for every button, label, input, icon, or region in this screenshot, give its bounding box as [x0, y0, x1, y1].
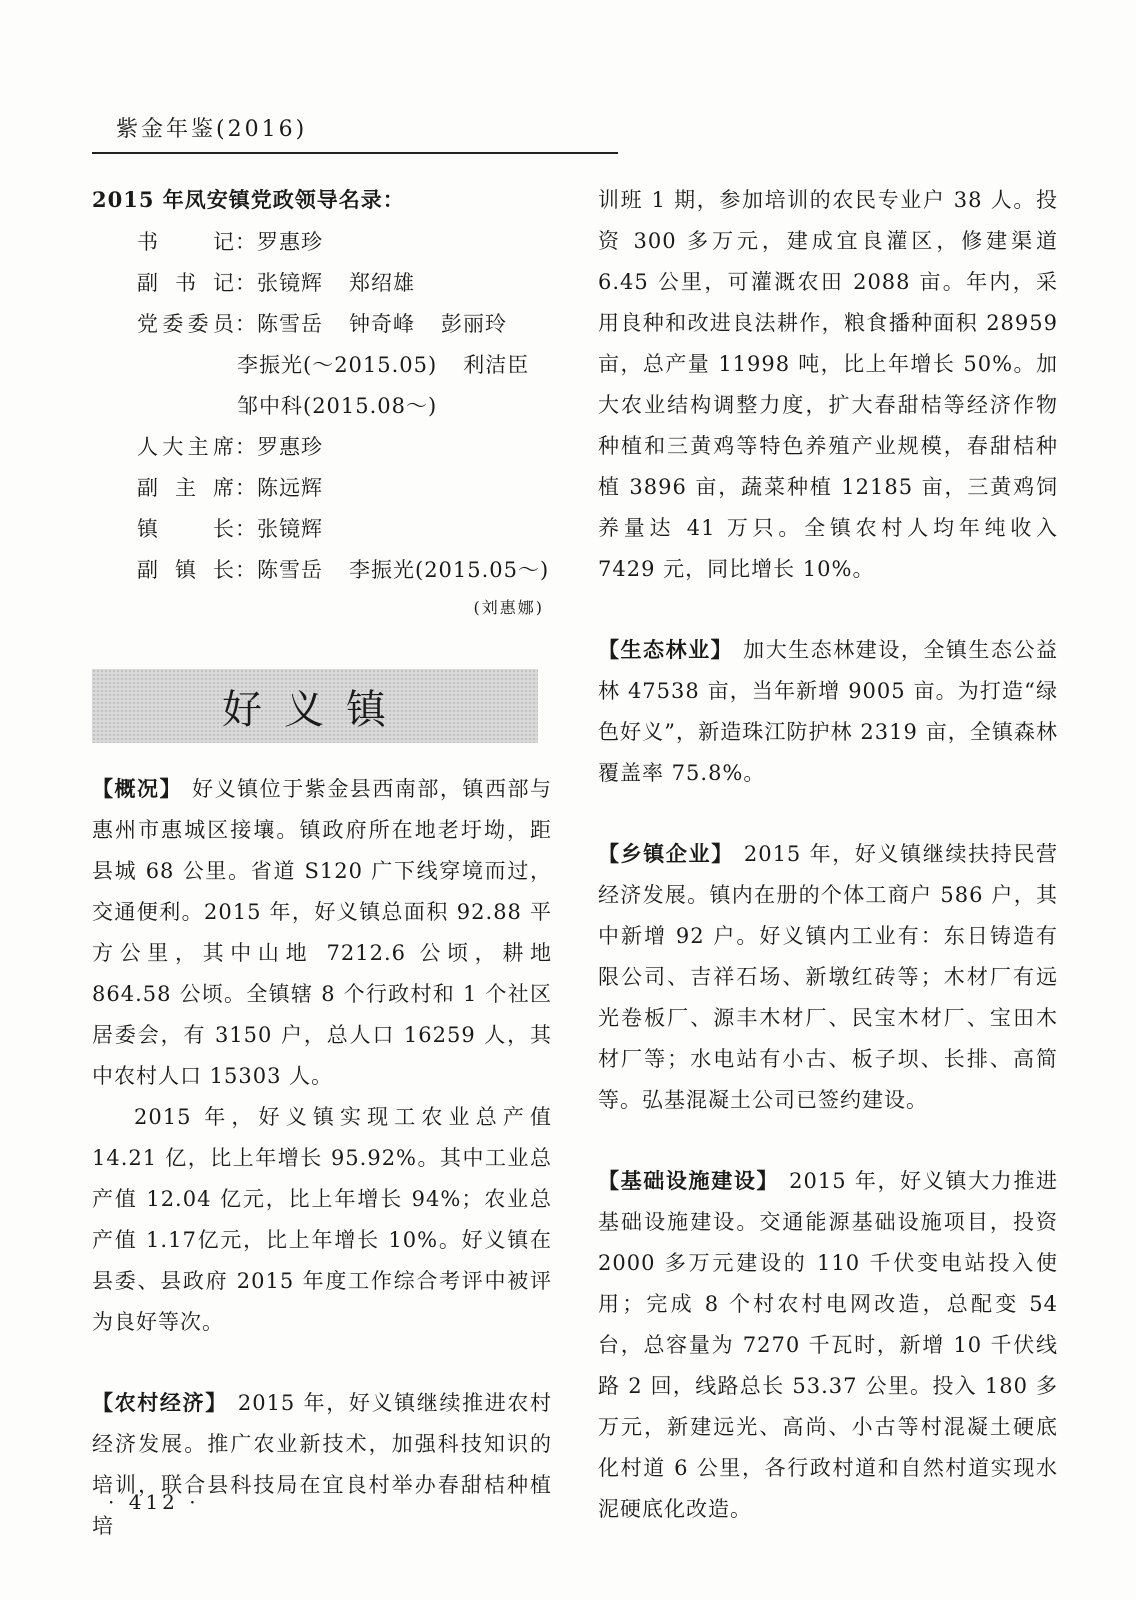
leader-role: 党委委员 — [137, 312, 235, 336]
leader-row: 副镇长 ： 陈雪岳 李振光(2015.05～) — [137, 550, 552, 591]
leader-row: 副书记 ： 张镜辉 郑绍雄 — [137, 263, 552, 304]
leader-row: 镇长 ： 张镜辉 — [137, 509, 552, 550]
header-rule — [92, 152, 618, 154]
rural-economy-text: 2015 年，好义镇继续推进农村经济发展。推广农业新技术，加强科技知识的培训，联合县科技局在宜良村举办春甜桔种植培 — [92, 1391, 552, 1538]
leader-name: 郑绍雄 — [349, 271, 415, 295]
infrastructure-text: 2015 年，好义镇大力推进基础设施建设。交通能源基础设施项目，投资 2000 多万元建设的 110 千伏变电站投入使用；完成 8 个村农村电网改造，总配变 54 台，总容量为 7270 千瓦时，新增 10 千伏线路 2 回，线路总长 53.37 公里。投入 180 多万元，新建远光、高尚、小古等村混凝土硬底化村道 6 公里，各行政村道和自然村道实现水泥硬底化改造。 — [598, 1169, 1059, 1521]
leader-name: 罗惠珍 — [257, 230, 323, 254]
banner-title: 好义镇 — [222, 686, 408, 733]
left-column — [92, 180, 552, 1547]
leader-name: 利洁臣 — [463, 353, 530, 377]
leader-row: 人大主席 ： 罗惠珍 — [137, 427, 552, 468]
leader-name: 彭丽玲 — [441, 312, 507, 336]
enterprise-paragraph — [598, 834, 1058, 1121]
section-label: 【生态林业】 — [598, 638, 734, 662]
section-banner — [92, 669, 538, 743]
leader-name: 张镜辉 — [257, 271, 323, 295]
leaders-list-title: 2015 年凤安镇党政领导名录： — [92, 187, 405, 212]
leader-name: 陈雪岳 — [257, 312, 323, 336]
leader-role: 镇长 — [137, 517, 235, 541]
leader-name: 李振光(2015.05～) — [349, 558, 550, 582]
leader-role: 书记 — [137, 230, 235, 254]
section-label: 【基础设施建设】 — [598, 1169, 780, 1193]
overview-paragraph — [92, 769, 552, 1097]
leader-name: 陈远辉 — [257, 476, 323, 500]
leader-name: 钟奇峰 — [349, 312, 415, 336]
enterprise-text: 2015 年，好义镇继续扶持民营经济发展。镇内在册的个体工商户 586 户，其中新增 92 户。好义镇内工业有：东日铸造有限公司、吉祥石场、新墩红砖等；木材厂有远光卷板厂、源丰木材厂、民宝木材厂、宝田木材厂等；水电站有小古、板子坝、长排、高简等。弘基混凝土公司已签约建设。 — [598, 842, 1058, 1112]
overview-text: 好义镇位于紫金县西南部，镇西部与惠州市惠城区接壤。镇政府所在地老圩坳，距县城 68 公里。省道 S120 广下线穿境而过，交通便利。2015 年，好义镇总面积 92.88 平方公里，其中山地 7212.6 公顷，耕地 864.58 公顷。全镇辖 8 个行政村和 1 个社区居委会，有 3150 户，总人口 16259 人，其中农村人口 15303 人。 — [92, 777, 553, 1088]
section-label: 【农村经济】 — [92, 1391, 228, 1415]
leader-row-continuation — [237, 386, 552, 427]
leader-row: 书记 ： 罗惠珍 — [137, 222, 552, 263]
leader-role: 副书记 — [137, 271, 235, 295]
leaders-roster — [137, 222, 552, 591]
author-credit: (刘惠娜) — [473, 598, 544, 617]
leader-row: 党委委员 ： 陈雪岳 钟奇峰 彭丽玲 — [137, 304, 552, 345]
forestry-paragraph — [598, 630, 1058, 794]
leader-name: 邹中科(2015.08～) — [237, 394, 438, 418]
overview-paragraph-2: 2015 年，好义镇实现工农业总产值 14.21 亿，比上年增长 95.92%。其中工业总产值 12.04 亿元，比上年增长 94%；农业总产值 1.17亿元，比上年增长 10%。好义镇在县委、县政府 2015 年度工作综合考评中被评为良好等次。 — [92, 1105, 552, 1334]
leader-role: 副主席 — [137, 476, 235, 500]
rural-economy-continued: 训班 1 期，参加培训的农民专业户 38 人。投资 300 多万元，建成宜良灌区，修建渠道 6.45 公里，可灌溉农田 2088 亩。年内，采用良种和改进良法耕作，粮食播种面积 28959 亩，总产量 11998 吨，比上年增长 50%。加大农业结构调整力度，扩大春甜桔等经济作物种植和三黄鸡等特色养殖产业规模，春甜桔种植 3896 亩，蔬菜种植 12185 亩，三黄鸡饲养量达 41 万只。全镇农村人均年纯收入 7429 元，同比增长 10%。 — [598, 188, 1058, 581]
forestry-text: 加大生态林建设，全镇生态公益林 47538 亩，当年新增 9005 亩。为打造“绿色好义”，新造珠江防护林 2319 亩，全镇森林覆盖率 75.8%。 — [598, 638, 1059, 785]
right-column — [598, 180, 1058, 1530]
leader-row-continuation — [237, 345, 552, 386]
leader-name: 张镜辉 — [257, 517, 323, 541]
leader-name: 罗惠珍 — [257, 435, 323, 459]
leader-row: 副主席 ： 陈远辉 — [137, 468, 552, 509]
section-label: 【概况】 — [92, 777, 183, 801]
running-header: 紫金年鉴(2016) — [116, 117, 308, 142]
leader-name: 陈雪岳 — [257, 558, 323, 582]
rural-economy-paragraph — [92, 1383, 552, 1547]
leader-role: 人大主席 — [137, 435, 235, 459]
infrastructure-paragraph — [598, 1161, 1058, 1530]
leader-role: 副镇长 — [137, 558, 235, 582]
page-number: · 412 · — [108, 1490, 200, 1514]
leader-name: 李振光(～2015.05) — [237, 353, 438, 377]
section-label: 【乡镇企业】 — [598, 842, 734, 866]
